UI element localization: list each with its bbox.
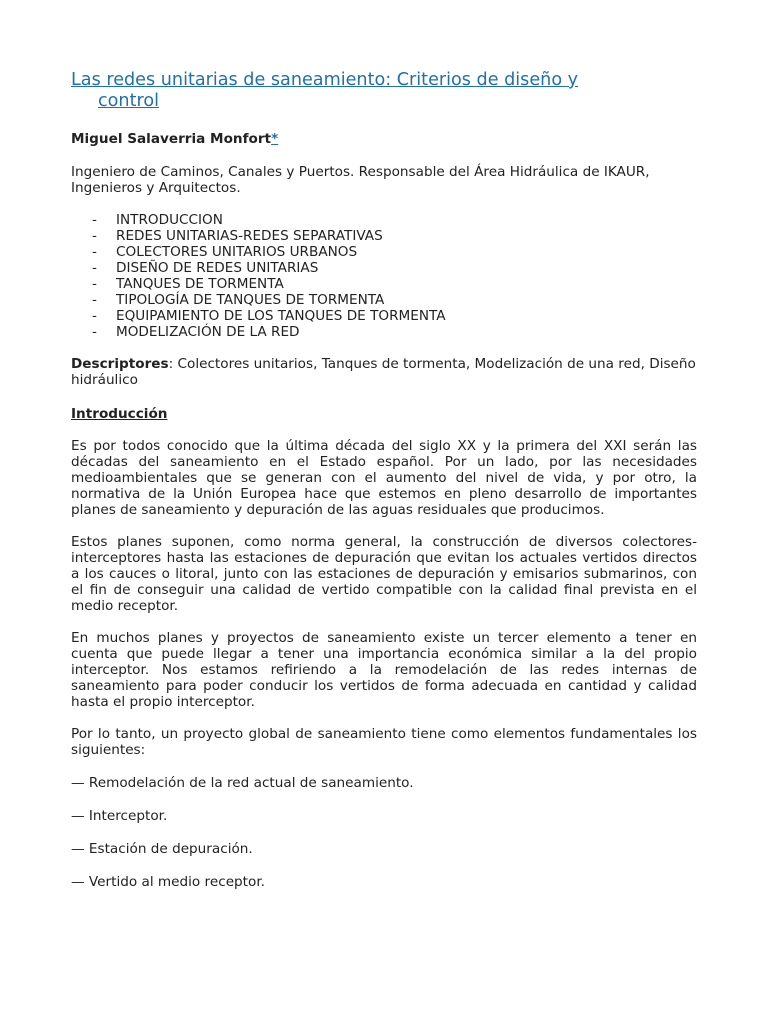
toc-bullet: - [92,260,97,276]
descriptors-text: : Colectores unitarios, Tanques de tormenta, Modelización de una red, Diseño hidráulico [71,356,696,388]
body-paragraph: En muchos planes y proyectos de saneamiento existe un tercer elemento a tener en cuenta que puede llegar a tener una importancia económica similar a la del propio interceptor. Nos estamos refiriendo a la remodelación de las redes internas de saneamiento para poder conducir los vertidos de forma adecuada en cantidad y calidad hasta el propio interceptor. [71,630,697,710]
toc-bullet: - [92,276,97,292]
toc-item-label: REDES UNITARIAS-REDES SEPARATIVAS [116,228,383,244]
toc-item-label: TANQUES DE TORMENTA [116,276,284,292]
toc-item [71,212,697,228]
toc-item-label: COLECTORES UNITARIOS URBANOS [116,244,358,260]
toc-item [71,244,697,260]
footnote-link[interactable]: * [271,131,279,147]
toc-bullet: - [92,308,97,324]
toc-item [71,324,697,340]
toc-bullet: - [92,324,97,340]
toc-item [71,260,697,276]
toc-bullet: - [92,212,97,228]
element-item: — Vertido al medio receptor. [71,874,265,890]
section-heading-introduction: Introducción [71,406,168,422]
title-line-1: Las redes unitarias de saneamiento: Criterios de diseño y [71,70,579,90]
toc-bullet: - [92,244,97,260]
toc-bullet: - [92,228,97,244]
toc-item [71,292,697,308]
toc-item-label: EQUIPAMIENTO DE LOS TANQUES DE TORMENTA [116,308,446,324]
element-item: — Interceptor. [71,808,168,824]
toc-item-label: MODELIZACIÓN DE LA RED [116,324,300,340]
toc-item-label: TIPOLOGÍA DE TANQUES DE TORMENTA [116,292,385,308]
descriptors-label: Descriptores [71,356,169,372]
toc-bullet: - [92,292,97,308]
author-name: Miguel Salaverria Monfort [71,131,272,147]
descriptors [71,356,697,388]
title-link[interactable] [71,70,697,112]
document-title [71,70,697,112]
toc-item [71,228,697,244]
toc-item-label: DISEÑO DE REDES UNITARIAS [116,260,319,276]
body-paragraph: Por lo tanto, un proyecto global de saneamiento tiene como elementos fundamentales los siguientes: [71,726,697,758]
title-line-2: control [98,91,159,111]
element-item: — Remodelación de la red actual de saneamiento. [71,775,414,791]
toc-item [71,276,697,292]
author-affiliation: Ingeniero de Caminos, Canales y Puertos. Responsable del Área Hidráulica de IKAUR, Ingenieros y Arquitectos. [71,164,650,196]
author-line [71,130,697,148]
table-of-contents [71,212,697,340]
body-paragraph: Es por todos conocido que la última década del siglo XX y la primera del XXI serán las décadas del saneamiento en el Estado español. Por un lado, por las necesidades medioambientales que se generan con el aumento del nivel de vida, y por otro, la normativa de la Unión Europea hace que estemos en pleno desarrollo de importantes planes de saneamiento y depuración de las aguas residuales que producimos. [71,438,697,518]
toc-item-label: INTRODUCCION [116,212,223,228]
body-paragraph: Estos planes suponen, como norma general, la construcción de diversos colectores-interceptores hasta las estaciones de depuración que evitan los actuales vertidos directos a los cauces o litoral, junto con las estaciones de depuración y emisarios submarinos, con el fin de conseguir una calidad de vertido compatible con la calidad final prevista en el medio receptor. [71,534,697,614]
element-item: — Estación de depuración. [71,841,253,857]
toc-item [71,308,697,324]
